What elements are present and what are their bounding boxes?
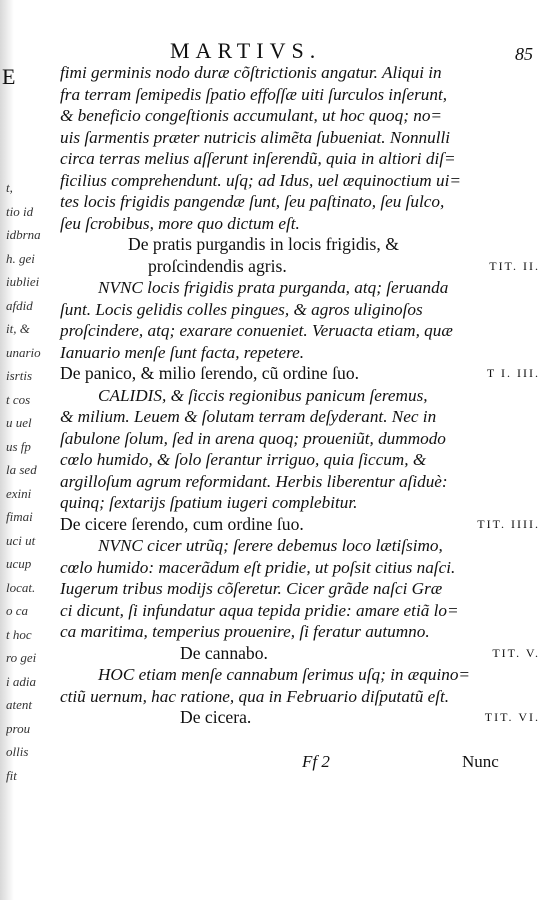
line-text: CALIDIS, & ſiccis regionibus panicum ſeremus, bbox=[98, 385, 428, 405]
line-text: proſcindendis agris. bbox=[148, 255, 287, 276]
left-page-fragment: fit bbox=[6, 767, 17, 783]
line-text: & beneficio congeſtionis accumulant, ut hoc quoq; no= bbox=[60, 106, 443, 125]
line-text: fimi germinis nodo duræ cõſtrictionis angatur. Aliqui in bbox=[60, 63, 442, 82]
line-text: quinq; ſextarijs ſpatium iugeri complebitur. bbox=[60, 493, 358, 512]
left-page-fragment: tio id bbox=[6, 203, 34, 219]
left-page-fragment: t hoc bbox=[6, 626, 32, 642]
line-text: ſabulone ſolum, ſed in arena quoq; proueniũt, dummodo bbox=[60, 428, 446, 448]
line-text: ſeu ſcrobibus, more quo dictum eſt. bbox=[60, 213, 300, 233]
text-line bbox=[60, 320, 540, 342]
line-text: proſcindere, atq; exarare conueniet. Veruacta etiam, quæ bbox=[60, 321, 453, 340]
left-page-fragment: exini bbox=[6, 485, 32, 501]
line-text: fra terram ſemipedis ſpatio effoſſæ uiti ſurculos inſerunt, bbox=[60, 84, 448, 104]
line-text: ſunt. Locis gelidis colles pingues, & agros uliginoſos bbox=[60, 299, 423, 319]
section-heading-line bbox=[60, 707, 540, 729]
title-number: TIT. II. bbox=[489, 258, 540, 273]
left-page-fragment: ro gei bbox=[6, 650, 37, 665]
catchword: Nunc bbox=[462, 752, 499, 771]
section-heading-line bbox=[60, 363, 540, 385]
left-page-fragment: uci ut bbox=[6, 532, 36, 548]
section-heading-line bbox=[60, 514, 540, 536]
text-body bbox=[60, 62, 540, 729]
line-text: circa terras melius aſſerunt inſerendũ, quia in altiori diſ= bbox=[60, 149, 456, 168]
line-text: Iugerum tribus modijs cõſeretur. Cicer grãde naſci Græ bbox=[60, 579, 443, 598]
text-line bbox=[60, 557, 540, 579]
text-line bbox=[60, 84, 540, 106]
title-number: TIT. V. bbox=[492, 645, 540, 660]
line-text: De cicera. bbox=[180, 707, 252, 727]
left-page-fragment: ollis bbox=[6, 744, 29, 759]
left-page-fragment: afdid bbox=[6, 297, 33, 313]
text-line bbox=[60, 664, 540, 686]
text-line bbox=[60, 127, 540, 149]
left-page-fragment: o ca bbox=[6, 603, 29, 618]
text-line bbox=[60, 471, 540, 493]
title-number: TIT. VI. bbox=[484, 710, 540, 724]
line-text: cœlo humido: macerãdum eſt pridie, ut poſsit citius naſci. bbox=[60, 557, 456, 577]
left-page-fragment: i adia bbox=[6, 673, 36, 689]
line-text: ci dicunt, ſi infundatur aqua tepida pridie: amare etiã lo= bbox=[60, 600, 459, 620]
text-line bbox=[60, 686, 540, 708]
text-line bbox=[60, 600, 540, 622]
line-text: NVNC locis frigidis prata purganda, atq; ſeruanda bbox=[98, 278, 449, 297]
left-page-fragment: unario bbox=[6, 344, 41, 360]
line-text: De pratis purgandis in locis frigidis, & bbox=[128, 234, 399, 254]
title-number: TIT. IIII. bbox=[477, 516, 540, 531]
left-page-fragment: prou bbox=[6, 720, 31, 736]
left-page-fragment: iubliei bbox=[6, 274, 40, 289]
line-text: cœlo humido, & ſolo ſerantur irriguo, quia ſiccum, & bbox=[60, 450, 427, 469]
folio-number: 85 bbox=[515, 44, 533, 64]
left-page-fragment: atent bbox=[6, 697, 32, 712]
left-page-fragment: t, bbox=[6, 180, 13, 195]
line-text: ctiũ uernum, hac ratione, qua in Februario diſputatũ eſt. bbox=[60, 686, 450, 706]
text-line bbox=[60, 148, 540, 170]
left-page-fragment: t cos bbox=[6, 391, 31, 407]
text-line bbox=[60, 449, 540, 471]
left-page-fragment: idbrna bbox=[6, 227, 41, 242]
text-line bbox=[60, 535, 540, 557]
signature-mark: Ff 2 bbox=[302, 752, 330, 771]
line-text: argilloſum agrum reformidant. Herbis liberentur aſiduè: bbox=[60, 471, 448, 491]
running-head: MARTIVS. bbox=[170, 38, 322, 63]
line-text: De cicere ſerendo, cum ordine ſuo. bbox=[60, 513, 304, 534]
left-page-fragment: it, & bbox=[6, 321, 30, 336]
title-number: T I. III. bbox=[486, 366, 540, 380]
line-text: & milium. Leuem & ſolutam terram deſyderant. Nec in bbox=[60, 407, 437, 426]
text-line bbox=[60, 170, 540, 192]
section-heading-line bbox=[60, 234, 540, 256]
line-text: NVNC cicer utrũq; ſerere debemus loco lætiſsimo, bbox=[98, 536, 443, 555]
left-page-fragment: us fp bbox=[6, 438, 31, 454]
text-line bbox=[60, 578, 540, 600]
text-line bbox=[60, 105, 540, 127]
text-line bbox=[60, 277, 540, 299]
line-text: Ianuario menſe ſunt facta, repetere. bbox=[60, 342, 305, 362]
line-text: ficilius comprehendunt. uſq; ad Idus, uel æquinoctium ui= bbox=[60, 170, 461, 190]
line-text: HOC etiam menſe cannabum ſerimus uſq; in æquino= bbox=[98, 665, 471, 684]
text-line bbox=[60, 492, 540, 514]
text-line bbox=[60, 385, 540, 407]
left-page-fragment-large: E bbox=[2, 64, 17, 89]
left-page-fragment: locat. bbox=[6, 579, 36, 595]
left-page-fragment: fimai bbox=[6, 509, 33, 524]
text-line bbox=[60, 213, 540, 235]
line-text: uis ſarmentis præter nutricis alimẽta ſubueniat. Nonnulli bbox=[60, 127, 451, 147]
text-line bbox=[60, 406, 540, 428]
text-line bbox=[60, 299, 540, 321]
left-page-fragment: ucup bbox=[6, 556, 32, 571]
text-line bbox=[60, 62, 540, 84]
left-page-fragment: la sed bbox=[6, 462, 37, 477]
line-text: De panico, & milio ſerendo, cũ ordine ſuo. bbox=[60, 363, 360, 383]
text-line bbox=[60, 621, 540, 643]
section-heading-line bbox=[60, 256, 540, 278]
left-page-fragment: isrtis bbox=[6, 368, 33, 383]
line-text: ca maritima, temperius prouenire, ſi feratur autumno. bbox=[60, 622, 430, 641]
line-text: tes locis frigidis pangendæ ſunt, ſeu paſtinato, ſeu ſulco, bbox=[60, 192, 445, 211]
text-line bbox=[60, 428, 540, 450]
left-page-fragment: h. gei bbox=[6, 250, 35, 266]
line-text: De cannabo. bbox=[180, 642, 268, 663]
section-heading-line bbox=[60, 643, 540, 665]
left-page-fragment: u uel bbox=[6, 415, 32, 430]
text-line bbox=[60, 342, 540, 364]
text-line bbox=[60, 191, 540, 213]
